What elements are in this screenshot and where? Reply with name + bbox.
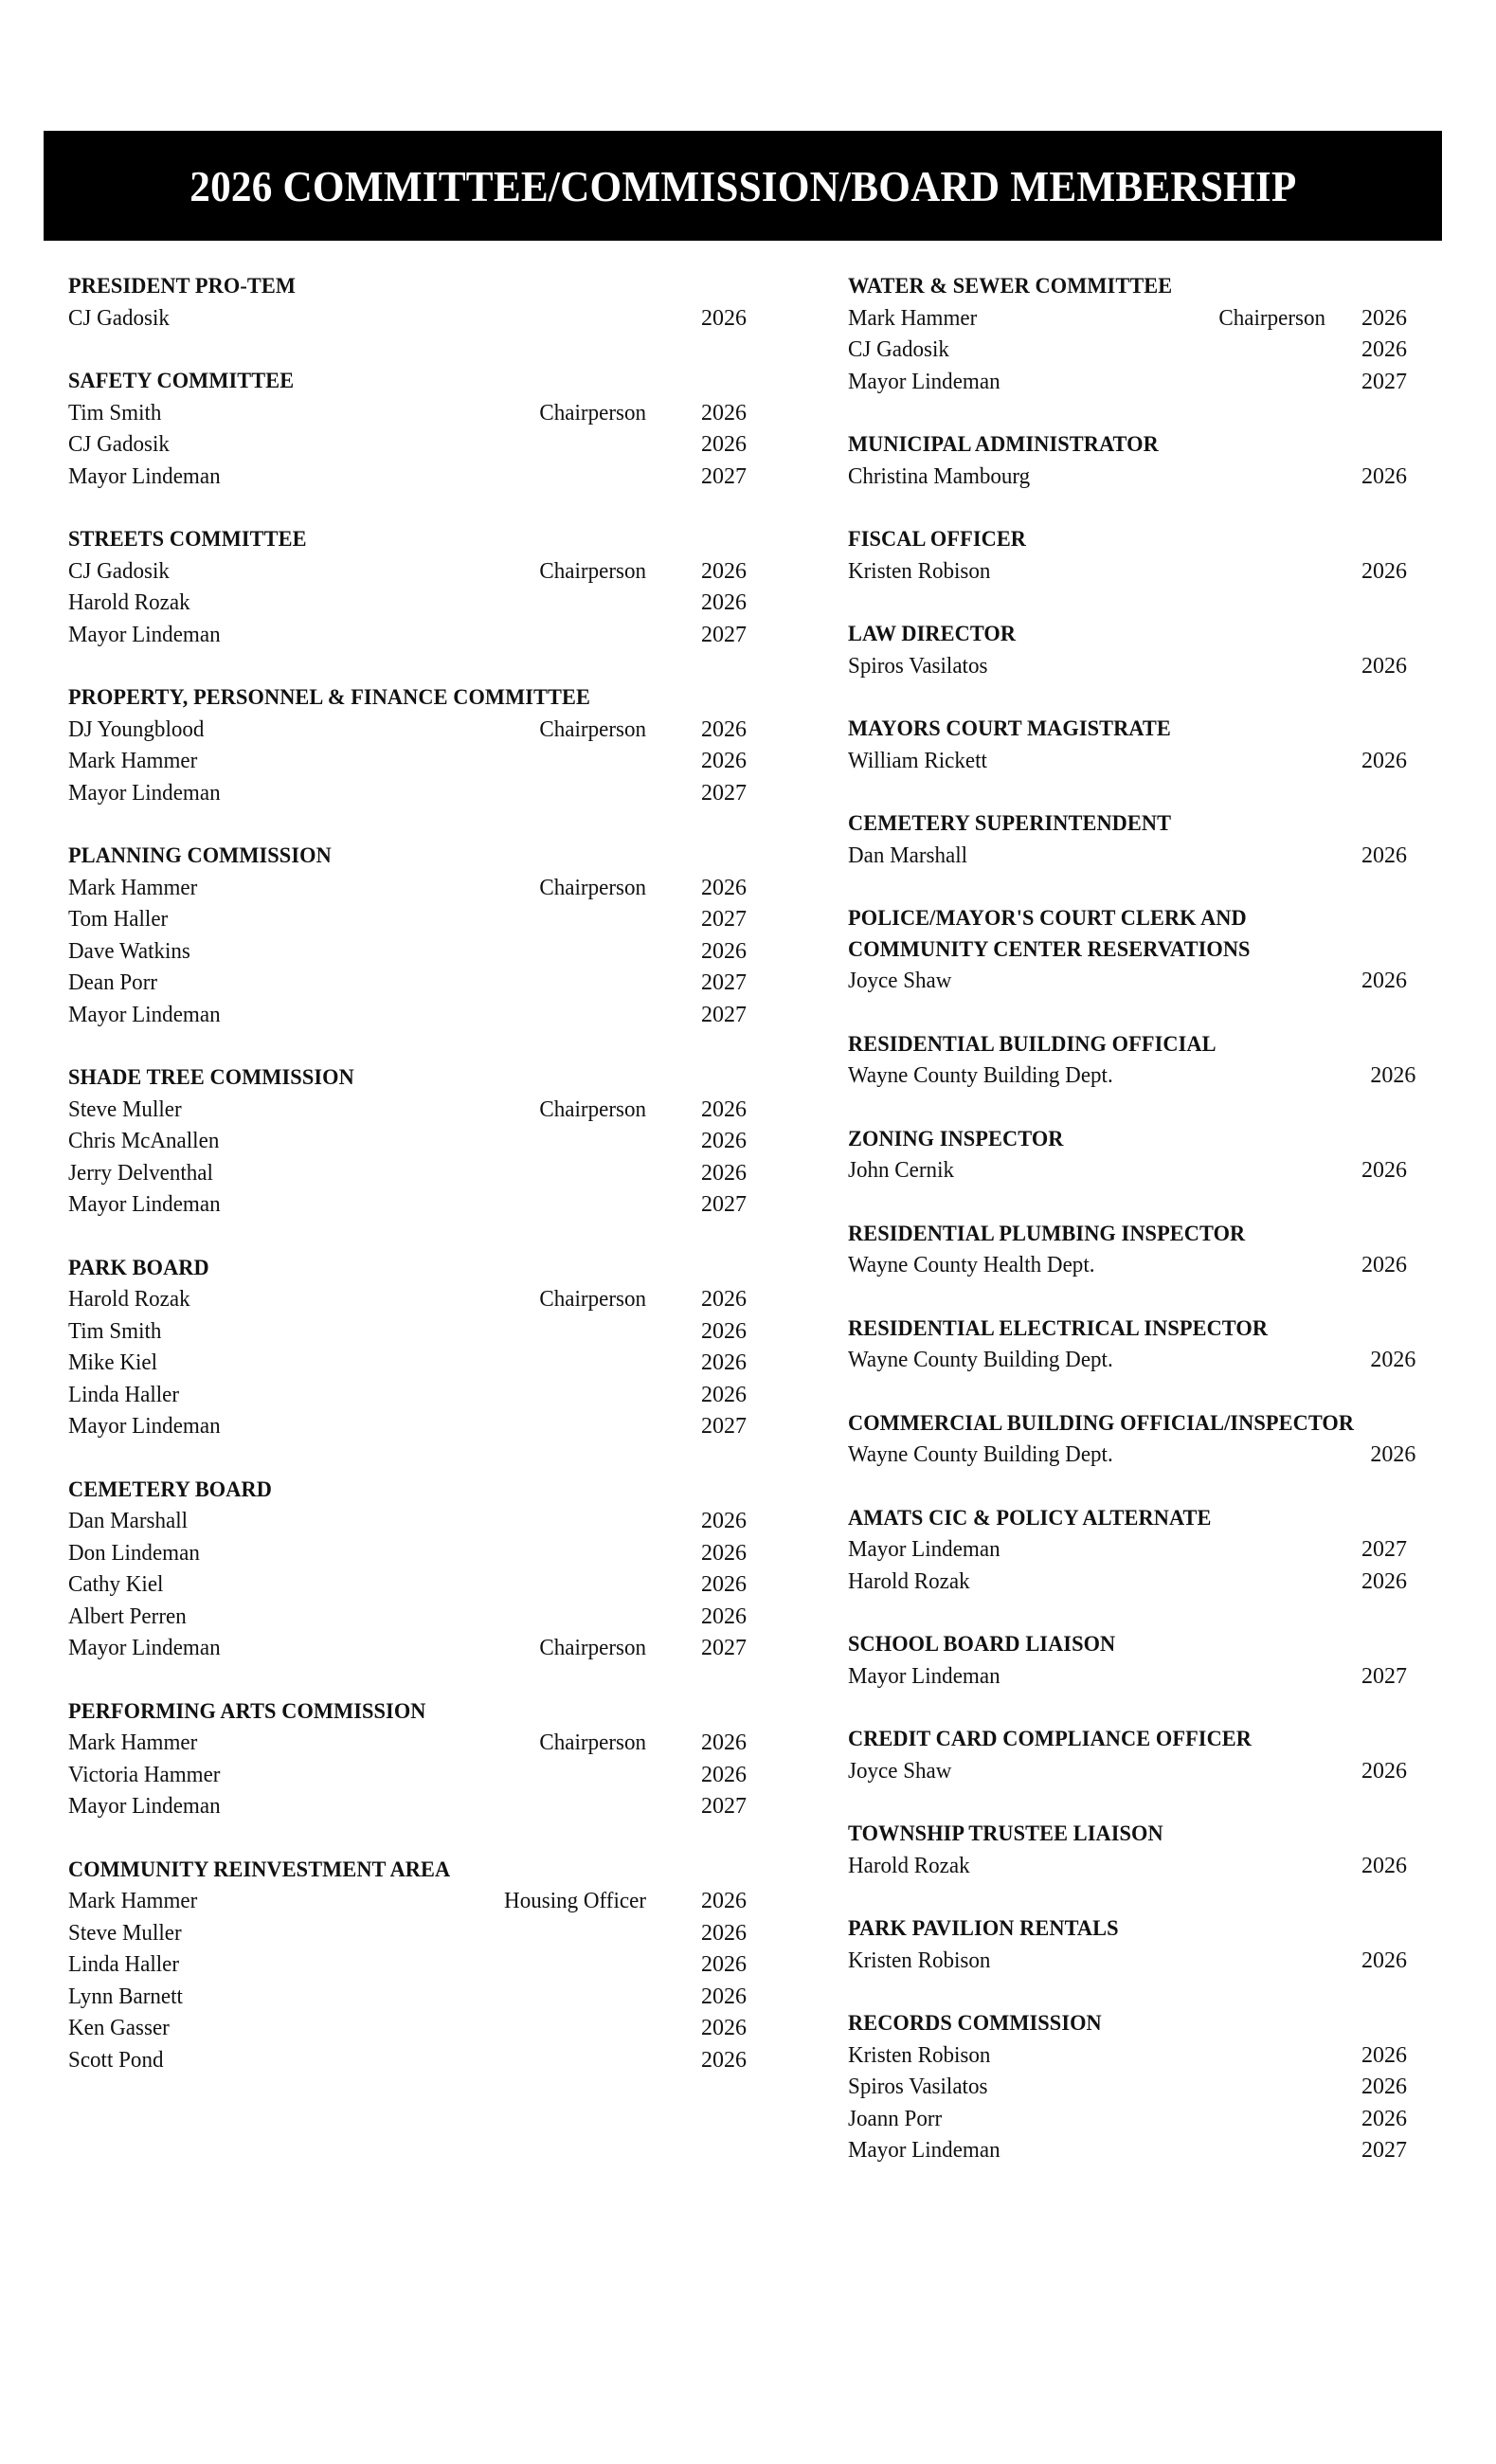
member-name: Kristen Robison [848,558,991,584]
section-spacer [68,651,747,682]
member-name: Joann Porr [848,2106,943,2131]
section-spacer [848,588,1407,619]
member-term-year: 2026 [701,1920,747,1946]
member-role: Housing Officer [504,1889,646,1913]
section-heading: MUNICIPAL ADMINISTRATOR [848,432,1159,457]
section-park-board [68,1253,747,1443]
section-spacer [68,1665,747,1696]
member-row [68,1316,747,1349]
member-name: Mayor Lindeman [848,1663,1000,1689]
section-records-commission [848,2008,1407,2167]
member-name: Chris McAnallen [68,1129,220,1153]
member-term-year: 2026 [701,875,747,900]
member-term-year: 2026 [1361,1758,1407,1784]
section-spacer [848,1187,1407,1219]
member-name: CJ Gadosik [68,305,170,331]
member-row [68,1633,747,1665]
member-row [848,556,1407,589]
member-term-year: 2026 [1361,463,1407,489]
section-municipal-administrator [848,429,1407,493]
member-term-year: 2026 [701,400,747,426]
member-term-year: 2026 [1361,337,1407,362]
member-row [68,2045,747,2077]
section-heading: CEMETERY SUPERINTENDENT [848,811,1172,836]
member-term-year: 2026 [701,1889,747,1913]
member-row [848,335,1407,367]
member-term-year: 2026 [1361,1568,1407,1594]
member-row [68,1158,747,1190]
member-term-year: 2026 [701,1984,747,2009]
section-spacer [68,335,747,366]
section-spacer [68,1823,747,1855]
member-term-year: 2027 [1361,1537,1407,1562]
member-name: Mark Hammer [68,1730,198,1755]
section-zoning-inspector [848,1124,1407,1187]
section-spacer [848,398,1407,429]
member-name: Harold Rozak [68,590,190,615]
member-name: Harold Rozak [848,1568,970,1594]
member-term-year: 2026 [701,432,747,457]
member-name: Mayor Lindeman [68,463,221,489]
section-spacer [848,682,1407,714]
member-row [848,966,1407,998]
section-residential-plumbing-inspector [848,1219,1407,1282]
section-heading: STREETS COMMITTEE [68,527,307,552]
member-term-year: 2026 [1361,558,1407,584]
member-name: Lynn Barnett [68,1984,183,2009]
section-heading-line2: COMMUNITY CENTER RESERVATIONS [848,936,1251,962]
member-term-year: 2026 [1361,1853,1407,1878]
member-name: Mark Hammer [848,305,978,331]
member-row [848,651,1407,683]
section-spacer [848,777,1407,808]
member-role: Chairperson [1218,305,1325,331]
member-term-year: 2027 [1361,369,1407,394]
member-term-year: 2027 [701,1414,747,1439]
member-name: Tim Smith [68,1318,162,1344]
member-row [848,1345,1416,1377]
member-row [68,968,747,1000]
member-term-year: 2026 [701,1382,747,1407]
member-row [68,1126,747,1158]
member-name: Cathy Kiel [68,1572,164,1597]
member-term-year: 2026 [701,1318,747,1344]
section-heading: PARK PAVILION RENTALS [848,1916,1119,1941]
member-row [68,1380,747,1412]
member-name: Dan Marshall [848,842,968,868]
member-name: Tim Smith [68,400,162,426]
page-title: 2026 COMMITTEE/COMMISSION/BOARD MEMBERSHIP [189,161,1297,210]
section-spacer [848,1093,1407,1124]
member-term-year: 2026 [701,1160,747,1186]
member-row [68,588,747,620]
member-row [68,2013,747,2045]
member-name: Mayor Lindeman [68,622,221,647]
section-spacer [848,1282,1407,1314]
member-row [848,1851,1407,1883]
member-name: Linda Haller [68,1382,180,1407]
member-name: Linda Haller [68,1952,180,1977]
member-row [848,1661,1407,1694]
member-name: Harold Rozak [848,1853,970,1878]
member-row [848,2135,1407,2167]
member-row [68,1886,747,1918]
member-name: Wayne County Building Dept. [848,1348,1113,1372]
section-heading: SAFETY COMMITTEE [68,369,295,393]
member-term-year: 2026 [701,716,747,742]
section-residential-electrical-inspector [848,1314,1416,1377]
member-name: Mike Kiel [68,1350,158,1375]
member-name: Kristen Robison [848,2042,991,2068]
section-heading: PLANNING COMMISSION [68,843,332,868]
member-term-year: 2027 [701,907,747,932]
section-heading: WATER & SEWER COMMITTEE [848,274,1173,299]
member-name: John Cernik [848,1158,955,1183]
section-heading: MAYORS COURT MAGISTRATE [848,716,1171,741]
member-term-year: 2026 [701,1730,747,1755]
member-name: Dean Porr [68,970,158,995]
section-residential-building-official [848,1029,1416,1093]
member-term-year: 2026 [701,1603,747,1629]
member-name: Mayor Lindeman [68,780,221,806]
section-fiscal-officer [848,524,1407,588]
member-term-year: 2027 [1361,1663,1407,1689]
member-term-year: 2026 [701,590,747,615]
member-role: Chairperson [539,400,646,426]
member-row [68,1569,747,1602]
member-term-year: 2026 [701,1096,747,1122]
member-term-year: 2026 [701,1952,747,1977]
section-community-reinvestment-area [68,1855,747,2077]
member-term-year: 2026 [701,749,747,773]
section-credit-card-compliance-officer [848,1724,1407,1787]
section-heading: TOWNSHIP TRUSTEE LIAISON [848,1821,1163,1846]
member-row [68,1728,747,1760]
member-term-year: 2026 [701,558,747,584]
member-term-year: 2026 [701,1350,747,1375]
member-row [68,936,747,969]
section-heading: CEMETERY BOARD [68,1477,272,1502]
section-heading: COMMUNITY REINVESTMENT AREA [68,1857,451,1882]
section-spacer [68,493,747,524]
member-term-year: 2026 [1361,748,1407,773]
member-term-year: 2027 [701,1192,747,1217]
member-term-year: 2026 [1361,305,1407,331]
section-planning-commission [68,841,747,1031]
member-name: Dave Watkins [68,938,190,964]
member-name: CJ Gadosik [68,432,170,457]
section-spacer [848,1882,1407,1913]
section-heading: RESIDENTIAL BUILDING OFFICIAL [848,1031,1217,1057]
member-name: Mark Hammer [68,875,198,900]
member-row [68,1348,747,1380]
member-row [68,1000,747,1032]
section-heading: PERFORMING ARTS COMMISSION [68,1698,426,1724]
section-spacer [68,809,747,841]
member-row [848,746,1407,778]
member-name: Wayne County Health Dept. [848,1253,1095,1277]
member-row [68,873,747,905]
right-column [848,271,1416,2167]
member-name: Victoria Hammer [68,1762,221,1787]
member-row [848,303,1407,335]
member-row [848,367,1407,399]
section-law-director [848,619,1407,682]
member-term-year: 2027 [1361,2138,1407,2163]
section-heading: RESIDENTIAL PLUMBING INSPECTOR [848,1221,1246,1246]
member-term-year: 2026 [701,1509,747,1533]
member-name: CJ Gadosik [848,337,949,362]
member-term-year: 2026 [1361,2042,1407,2068]
member-name: Harold Rozak [68,1287,190,1312]
section-amats-cic-policy-alternate [848,1503,1407,1599]
member-name: Mark Hammer [68,1889,198,1913]
member-term-year: 2026 [1361,1948,1407,1973]
member-row [68,904,747,936]
member-row [848,1155,1407,1187]
member-term-year: 2026 [1361,653,1407,679]
member-row [68,715,747,747]
member-term-year: 2026 [1361,2106,1407,2131]
member-name: DJ Youngblood [68,716,205,742]
section-heading: POLICE/MAYOR'S COURT CLERK AND [848,906,1247,931]
section-spacer [848,872,1407,903]
section-heading: LAW DIRECTOR [848,622,1017,646]
member-row [68,1982,747,2014]
member-name: Tom Haller [68,907,169,932]
section-heading: SHADE TREE COMMISSION [68,1065,354,1090]
section-spacer [848,1693,1407,1724]
member-term-year: 2027 [701,780,747,806]
member-term-year: 2026 [1361,1158,1407,1183]
member-row [68,1538,747,1570]
section-spacer [848,998,1407,1029]
member-name: Wayne County Building Dept. [848,1063,1113,1088]
member-row [68,1284,747,1316]
section-president-pro-tem [68,271,747,335]
member-term-year: 2026 [1361,969,1407,993]
member-name: Mayor Lindeman [68,1414,221,1439]
member-row [68,620,747,652]
section-spacer [68,1443,747,1475]
member-name: Kristen Robison [848,1948,991,1973]
section-streets-committee [68,524,747,651]
member-term-year: 2027 [701,1636,747,1660]
section-property-personnel-finance-committee [68,682,747,809]
member-row [848,1534,1407,1567]
title-banner [44,131,1442,241]
section-safety-committee [68,366,747,493]
section-heading: CREDIT CARD COMPLIANCE OFFICER [848,1727,1253,1751]
member-row [848,462,1407,494]
member-row [68,1095,747,1127]
member-role: Chairperson [539,1096,646,1122]
member-term-year: 2026 [701,2047,747,2073]
section-spacer [848,1472,1407,1503]
member-row [848,2040,1407,2073]
member-role: Chairperson [539,1636,646,1660]
section-performing-arts-commission [68,1696,747,1823]
member-name: Steve Muller [68,1920,182,1946]
section-heading: PRESIDENT PRO-TEM [68,274,296,299]
member-term-year: 2026 [701,1572,747,1597]
member-term-year: 2026 [1361,842,1407,868]
section-spacer [848,1787,1407,1819]
section-shade-tree-commission [68,1062,747,1222]
member-name: Ken Gasser [68,2016,170,2040]
section-township-trustee-liaison [848,1819,1407,1882]
member-row [68,746,747,778]
member-name: Mayor Lindeman [68,1002,221,1027]
member-term-year: 2026 [1370,1063,1416,1088]
member-term-year: 2026 [701,1540,747,1566]
member-name: CJ Gadosik [68,558,170,584]
section-spacer [68,1031,747,1062]
member-name: Scott Pond [68,2047,164,2073]
section-commercial-building-official-inspector [848,1408,1416,1472]
section-park-pavilion-rentals [848,1913,1407,1977]
member-name: Christina Mambourg [848,463,1031,489]
member-name: Albert Perren [68,1603,187,1629]
section-water-sewer-committee [848,271,1407,398]
section-spacer [848,1377,1407,1408]
member-row [68,429,747,462]
member-role: Chairperson [539,875,646,900]
member-row [68,398,747,430]
section-heading: RECORDS COMMISSION [848,2011,1102,2036]
member-name: Jerry Delventhal [68,1160,213,1186]
member-row [68,556,747,589]
section-spacer [848,493,1407,524]
member-name: Don Lindeman [68,1540,200,1566]
member-name: Dan Marshall [68,1509,189,1533]
member-name: Mayor Lindeman [848,369,1000,394]
section-school-board-liaison [848,1629,1407,1693]
member-term-year: 2027 [701,970,747,995]
section-spacer [848,1977,1407,2008]
member-term-year: 2026 [701,1762,747,1787]
section-heading: FISCAL OFFICER [848,527,1027,552]
section-heading: SCHOOL BOARD LIAISON [848,1632,1116,1657]
member-row [848,1250,1407,1282]
member-row [68,1949,747,1982]
member-row [848,1440,1416,1472]
member-row [848,2104,1407,2136]
member-name: Joyce Shaw [848,1758,952,1784]
section-mayors-court-magistrate [848,714,1407,777]
member-term-year: 2026 [701,2016,747,2040]
section-cemetery-board [68,1475,747,1665]
member-name: William Rickett [848,748,987,773]
member-name: Mayor Lindeman [848,2138,1000,2163]
member-role: Chairperson [539,1730,646,1755]
member-name: Mayor Lindeman [68,1192,221,1217]
member-row [848,1567,1407,1599]
member-name: Joyce Shaw [848,969,952,993]
member-name: Mayor Lindeman [68,1794,221,1819]
member-term-year: 2026 [1370,1442,1416,1467]
member-role: Chairperson [539,716,646,742]
member-term-year: 2026 [701,938,747,964]
member-term-year: 2026 [1361,1253,1407,1277]
member-name: Spiros Vasilatos [848,653,988,679]
member-term-year: 2027 [701,1794,747,1819]
member-row [848,1060,1416,1093]
section-spacer [848,1598,1407,1629]
section-cemetery-superintendent [848,808,1407,872]
member-row [68,1760,747,1792]
section-spacer [68,1222,747,1253]
member-term-year: 2026 [1370,1348,1416,1372]
member-term-year: 2026 [701,1129,747,1153]
member-term-year: 2026 [701,305,747,331]
member-name: Mark Hammer [68,749,198,773]
member-name: Mayor Lindeman [848,1537,1000,1562]
member-row [848,1946,1407,1978]
member-row [68,778,747,810]
member-term-year: 2027 [701,622,747,647]
member-row [848,2072,1407,2104]
member-name: Wayne County Building Dept. [848,1442,1113,1467]
left-column [68,271,747,2076]
member-row [68,1791,747,1823]
member-name: Spiros Vasilatos [848,2074,988,2099]
member-row [68,1602,747,1634]
member-name: Mayor Lindeman [68,1636,221,1660]
section-heading: AMATS CIC & POLICY ALTERNATE [848,1505,1212,1531]
member-row [68,1918,747,1950]
section-police-mayor-s-court-clerk-and [848,903,1407,998]
member-role: Chairperson [539,558,646,584]
member-term-year: 2027 [701,463,747,489]
member-term-year: 2027 [701,1002,747,1027]
section-heading: PROPERTY, PERSONNEL & FINANCE COMMITTEE [68,685,590,710]
section-heading: RESIDENTIAL ELECTRICAL INSPECTOR [848,1315,1269,1341]
member-row [68,1411,747,1443]
member-row [68,462,747,494]
member-role: Chairperson [539,1287,646,1312]
section-heading: PARK BOARD [68,1255,209,1280]
member-term-year: 2026 [701,1287,747,1312]
member-row [68,1189,747,1222]
member-term-year: 2026 [1361,2074,1407,2099]
member-row [68,303,747,335]
member-row [68,1506,747,1538]
section-heading: ZONING INSPECTOR [848,1126,1064,1151]
member-row [848,1756,1407,1788]
section-heading: COMMERCIAL BUILDING OFFICIAL/INSPECTOR [848,1410,1355,1436]
member-row [848,841,1407,873]
member-name: Steve Muller [68,1096,182,1122]
